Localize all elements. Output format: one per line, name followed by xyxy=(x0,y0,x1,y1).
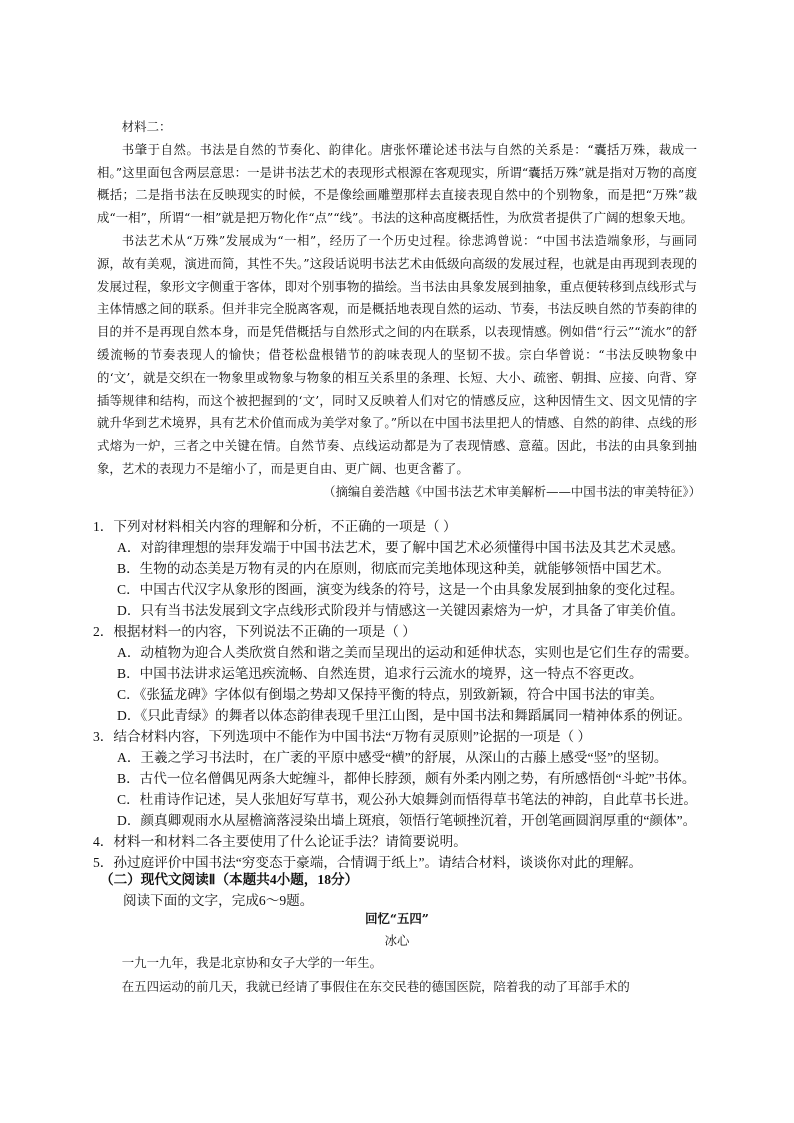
question-option: B．古代一位名僧偶见两条大蛇缠斗，都伸长脖颈，颇有外柔内刚之势，有所感悟创“斗蛇”书体。 xyxy=(117,771,696,786)
question-option: D．只有当书法发展到文字点线形式阶段并与情感这一关键因素熔为一炉，才具备了审美价值。 xyxy=(117,603,685,618)
article-body xyxy=(97,951,699,999)
question-option: A．动植物为迎合人类欣赏自然和谐之美而呈现出的运动和延伸状态，实则也是它们生存的需要。 xyxy=(117,645,698,660)
material-heading: 材料二： xyxy=(121,119,172,134)
question-option: B．中国书法讲求运笔迅疾流畅、自然连贯，追求行云流水的境界，这一特点不容更改。 xyxy=(117,666,643,681)
question-stem: 4．材料一和材料二各主要使用了什么论证手法？请简要说明。 xyxy=(93,834,467,849)
question-option: C．中国古代汉字从象形的图画，演变为线条的符号，这是一个由具象发展到抽象的变化过程。 xyxy=(117,582,684,597)
question-option: C．杜甫诗作记述，吴人张旭好写草书，观公孙大娘舞剑而悟得草书笔法的神韵，自此草书长进。 xyxy=(117,792,698,807)
question-option: D．《只此青绿》的舞者以体态韵律表现千里江山图，是中国书法和舞蹈属同一精神体系的例证。 xyxy=(117,708,691,723)
question-option: C．《张猛龙碑》字体似有倒塌之势却又保持平衡的特点，别致新颖，符合中国书法的审美。 xyxy=(117,687,664,702)
question-stem: 5．孙过庭评价中国书法“穷变态于豪端，合情调于纸上”。请结合材料，谈谈你对此的理解。 xyxy=(93,855,643,870)
article-paragraph: 在五四运动的前几天，我就已经请了事假住在东交民巷的德国医院，陪着我的动了耳部手术的 xyxy=(121,979,630,994)
article-author: 冰心 xyxy=(384,933,410,948)
material-paragraph: 书肇于自然。书法是自然的节奏化、韵律化。唐张怀瓘论述书法与自然的关系是：“囊括万殊，裁成一相。”这里面包含两层意思：一是讲书法艺术的表现形式根源在客观现实，所谓“囊括万殊”就是指对万物的高度概括；二是指书法在反映现实的时候，不是像绘画雕塑那样去直接表现自然中的个别物象，而是把“万殊”裁成“一相”，所谓“一相”就是把万物化作“点”“线”。书法的这种高度概括性，为欣赏者提供了广阔的想象天地。 xyxy=(97,141,697,226)
question-option: A．对韵律理想的崇拜发端于中国书法艺术，要了解中国艺术必须懂得中国书法及其艺术灵感。 xyxy=(117,540,685,555)
section-heading xyxy=(100,869,358,890)
question-stem: 2．根据材料一的内容，下列说法不正确的一项是（ ） xyxy=(93,624,416,639)
article-title: 回忆“五四” xyxy=(365,911,429,926)
material-source: （摘编自姜浩越《中国书法艺术审美解析——中国书法的审美特征》） xyxy=(323,483,701,499)
question-option: D．颜真卿观雨水从屋檐滴落浸染出墙上斑痕，领悟行笔顿挫沉着，开创笔画圆润厚重的“颜体”。 xyxy=(117,813,697,828)
question-option: A．王羲之学习书法时，在广袤的平原中感受“横”的舒展，从深山的古藤上感受“竖”的坚韧。 xyxy=(117,750,668,765)
section-instruction: 阅读下面的文字，完成6～9题。 xyxy=(123,893,314,908)
article-paragraph: 一九一九年，我是北京协和女子大学的一年生。 xyxy=(121,955,382,970)
question-option: B．生物的动态美是万物有灵的内在原则，彻底而完美地体现这种美，就能够领悟中国艺术。 xyxy=(117,561,670,576)
question-stem: 1．下列对材料相关内容的理解和分析，不正确的一项是（ ） xyxy=(93,519,457,534)
material-paragraph: 书法艺术从“万殊”发展成为“一相”，经历了一个历史过程。徐悲鸿曾说：“中国书法造端象形，与画同源，故有美观，演进而简，其性不失。”这段话说明书法艺术由低级向高级的发展过程，也就是由再现到表现的发展过程，象形文字侧重于客体，即对个别事物的描绘。当书法由具象发展到抽象，重点便转移到点线形式与主体情感之间的联系。但并非完全脱离客观，而是概括地表现自然的运动、节奏，书法反映自然的节奏韵律的目的并不是再现自然本身，而是凭借概括与自然形式之间的内在联系，以表现情感。例如借“行云”“流水”的舒缓流畅的节奏表现人的愉快；借苍松盘根错节的韵味表现人的坚韧不拔。宗白华曾说：“书法反映物象中的‘文’，就是交织在一物象里或物象与物象的相互关系里的条理、长短、大小、疏密、朝揖、应接、向背、穿插等规律和结构，而这个被把握到的‘文’，同时又反映着人们对它的情感反应，这种因情生文、因文见情的字就升华到艺术境界，具有艺术价值而成为美学对象了。”所以在中国书法里把人的情感、自然的韵律、点线的形式熔为一炉，三者之中关键在情。自然节奏、点线运动都是为了表现情感、意蕴。因此，书法的由具象到抽象，艺术的表现力不是缩小了，而是更自由、更广阔、也更含蓄了。 xyxy=(97,232,697,476)
section-title: （二）现代文阅读Ⅱ（本题共4小题，18分） xyxy=(100,872,359,887)
question-list xyxy=(93,516,713,873)
material-two xyxy=(97,116,701,504)
question-stem: 3．结合材料内容，下列选项中不能作为中国书法“万物有灵原则”论据的一项是（ ） xyxy=(93,729,592,744)
